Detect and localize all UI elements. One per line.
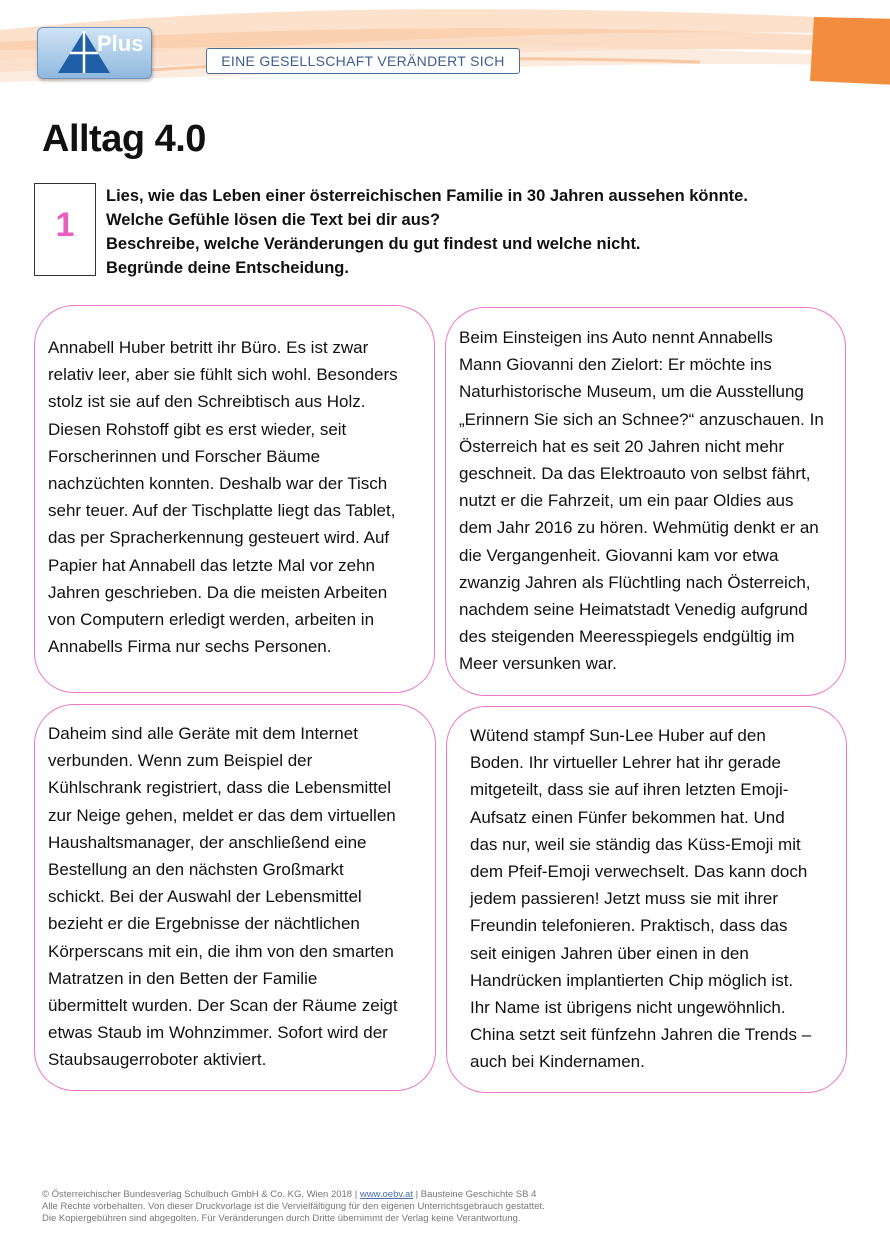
card-line: Annabells Firma nur sechs Personen. (48, 637, 332, 657)
footer-line-1 (42, 1189, 862, 1201)
card-line: Körperscans mit ein, die ihm von den smarten (48, 941, 394, 961)
card-text-school (470, 722, 811, 1076)
card-line: bezieht er die Ergebnisse der nächtlichen (48, 914, 360, 934)
card-line: nachzüchten konnten. Deshalb war der Tisch (48, 474, 388, 494)
publisher-link[interactable]: www.oebv.at (359, 1189, 413, 1200)
card-line: Handrücken implantierten Chip möglich ist. (470, 970, 794, 990)
card-line: Freundin telefonieren. Praktisch, dass das (470, 916, 788, 936)
card-line: von Computern erledigt werden, arbeiten in (48, 610, 375, 630)
card-line: die Vergangenheit. Giovanni kam vor etwa (459, 545, 779, 565)
card-line: zwanzig Jahren als Flüchtling nach Österreich, (459, 572, 811, 592)
card-text-home (48, 720, 398, 1074)
card-line: relativ leer, aber sie fühlt sich wohl. Besonders (48, 365, 398, 385)
card-line: das nur, weil sie ständig das Küss-Emoji mit (470, 834, 801, 854)
footer-copyright: © Österreichischer Bundesverlag Schulbuch GmbH & Co. KG, Wien 2018 | (42, 1189, 360, 1200)
card-line: nutzt er die Fahrzeit, um ein paar Oldies aus (459, 491, 794, 511)
card-line: zur Neige gehen, meldet er das dem virtuellen (48, 805, 396, 825)
card-line: das per Spracherkennung gesteuert wird. Auf (48, 528, 390, 548)
card-line: „Erinnern Sie sich an Schnee?“ anzuschauen. In (459, 409, 824, 429)
card-line: China setzt seit fünfzehn Jahren die Trends – (470, 1025, 812, 1045)
card-line: Staubsaugerroboter aktiviert. (48, 1050, 267, 1070)
card-line: Ihr Name ist übrigens nicht ungewöhnlich. (470, 998, 786, 1018)
card-line: Matratzen in den Betten der Familie (48, 968, 318, 988)
card-line: geschneit. Da das Elektroauto von selbst fährt, (459, 464, 811, 484)
card-line: Boden. Ihr virtueller Lehrer hat ihr gerade (470, 753, 781, 773)
card-line: verbunden. Wenn zum Beispiel der (48, 751, 313, 771)
card-line: Mann Giovanni den Zielort: Er möchte ins (459, 355, 772, 375)
orange-tab-decoration (808, 15, 890, 85)
footer-series: | Bausteine Geschichte SB 4 (412, 1189, 537, 1200)
card-line: nachdem seine Heimatstadt Venedig aufgrund (459, 600, 808, 620)
card-line: jedem passieren! Jetzt muss sie mit ihrer (470, 889, 778, 909)
instruction-line: Beschreibe, welche Veränderungen du gut findest und welche nicht. (106, 235, 641, 253)
instruction-line: Lies, wie das Leben einer österreichischen Familie in 30 Jahren aussehen könnte. (106, 187, 748, 205)
card-line: dem Jahr 2016 zu hören. Wehmütig denkt er an (459, 518, 819, 538)
task-number: 1 (55, 206, 75, 244)
card-line: sehr teuer. Auf der Tischplatte liegt das Tablet, (48, 501, 396, 521)
card-text-office (48, 334, 398, 660)
card-line: Naturhistorische Museum, um die Ausstellung (459, 382, 804, 402)
footer-line-2: Alle Rechte vorbehalten. Von dieser Druckvorlage ist die Vervielfältigung für den eigenen Unterrichtsgebrauch gestattet. (42, 1201, 545, 1212)
card-line: etwas Staub im Wohnzimmer. Sofort wird der (48, 1023, 388, 1043)
logo-text: Plus (97, 31, 144, 56)
card-line: Kühlschrank registriert, dass die Lebensmittel (48, 778, 391, 798)
card-line: dem Pfeif-Emoji verwechselt. Das kann doch (470, 862, 808, 882)
page-title: Alltag 4.0 (42, 118, 206, 160)
task-number-box (34, 183, 96, 276)
task-instructions (106, 184, 866, 280)
card-line: Beim Einsteigen ins Auto nennt Annabells (459, 328, 773, 347)
card-line: Wütend stampf Sun-Lee Huber auf den (470, 726, 766, 745)
card-line: Diesen Rohstoff gibt es erst wieder, seit (48, 419, 347, 439)
card-line: auch bei Kindernamen. (470, 1052, 645, 1072)
card-line: übermittelt wurden. Der Scan der Räume zeigt (48, 996, 398, 1016)
card-line: Aufsatz einen Fünfer bekommen hat. Und (470, 807, 785, 827)
card-line: Papier hat Annabell das letzte Mal vor zehn (48, 555, 375, 575)
footer (42, 1189, 862, 1225)
card-line: schickt. Bei der Auswahl der Lebensmittel (48, 887, 362, 907)
card-line: seit einigen Jahren über einen in den (470, 943, 749, 963)
card-line: Forscherinnen und Forscher Bäume (48, 446, 321, 466)
instruction-line: Welche Gefühle lösen die Text bei dir aus? (106, 211, 441, 229)
card-text-car (459, 324, 824, 678)
card-line: Jahren geschrieben. Da die meisten Arbeiten (48, 582, 388, 602)
card-line: Bestellung an den nächsten Großmarkt (48, 860, 344, 880)
card-line: stolz ist sie auf den Schreibtisch aus Holz. (48, 392, 366, 412)
card-line: Meer versunken war. (459, 654, 617, 674)
card-line: des steigenden Meeresspiegels endgültig im (459, 627, 795, 647)
card-line: mitgeteilt, dass sie auf ihren letzten Emoji- (470, 780, 789, 800)
footer-line-3: Die Kopiergebühren sind abgegolten. Für Veränderungen durch Dritte übernimmt der Verlag keine Verantwortung. (42, 1213, 521, 1224)
card-line: Annabell Huber betritt ihr Büro. Es ist zwar (48, 338, 369, 357)
card-line: Daheim sind alle Geräte mit dem Internet (48, 724, 358, 743)
instruction-line: Begründe deine Entscheidung. (106, 259, 349, 277)
card-line: Österreich hat es seit 20 Jahren nicht mehr (459, 436, 785, 456)
card-line: Haushaltsmanager, der anschließend eine (48, 832, 367, 852)
header-banner: EINE GESELLSCHAFT VERÄNDERT SICH (206, 48, 520, 74)
